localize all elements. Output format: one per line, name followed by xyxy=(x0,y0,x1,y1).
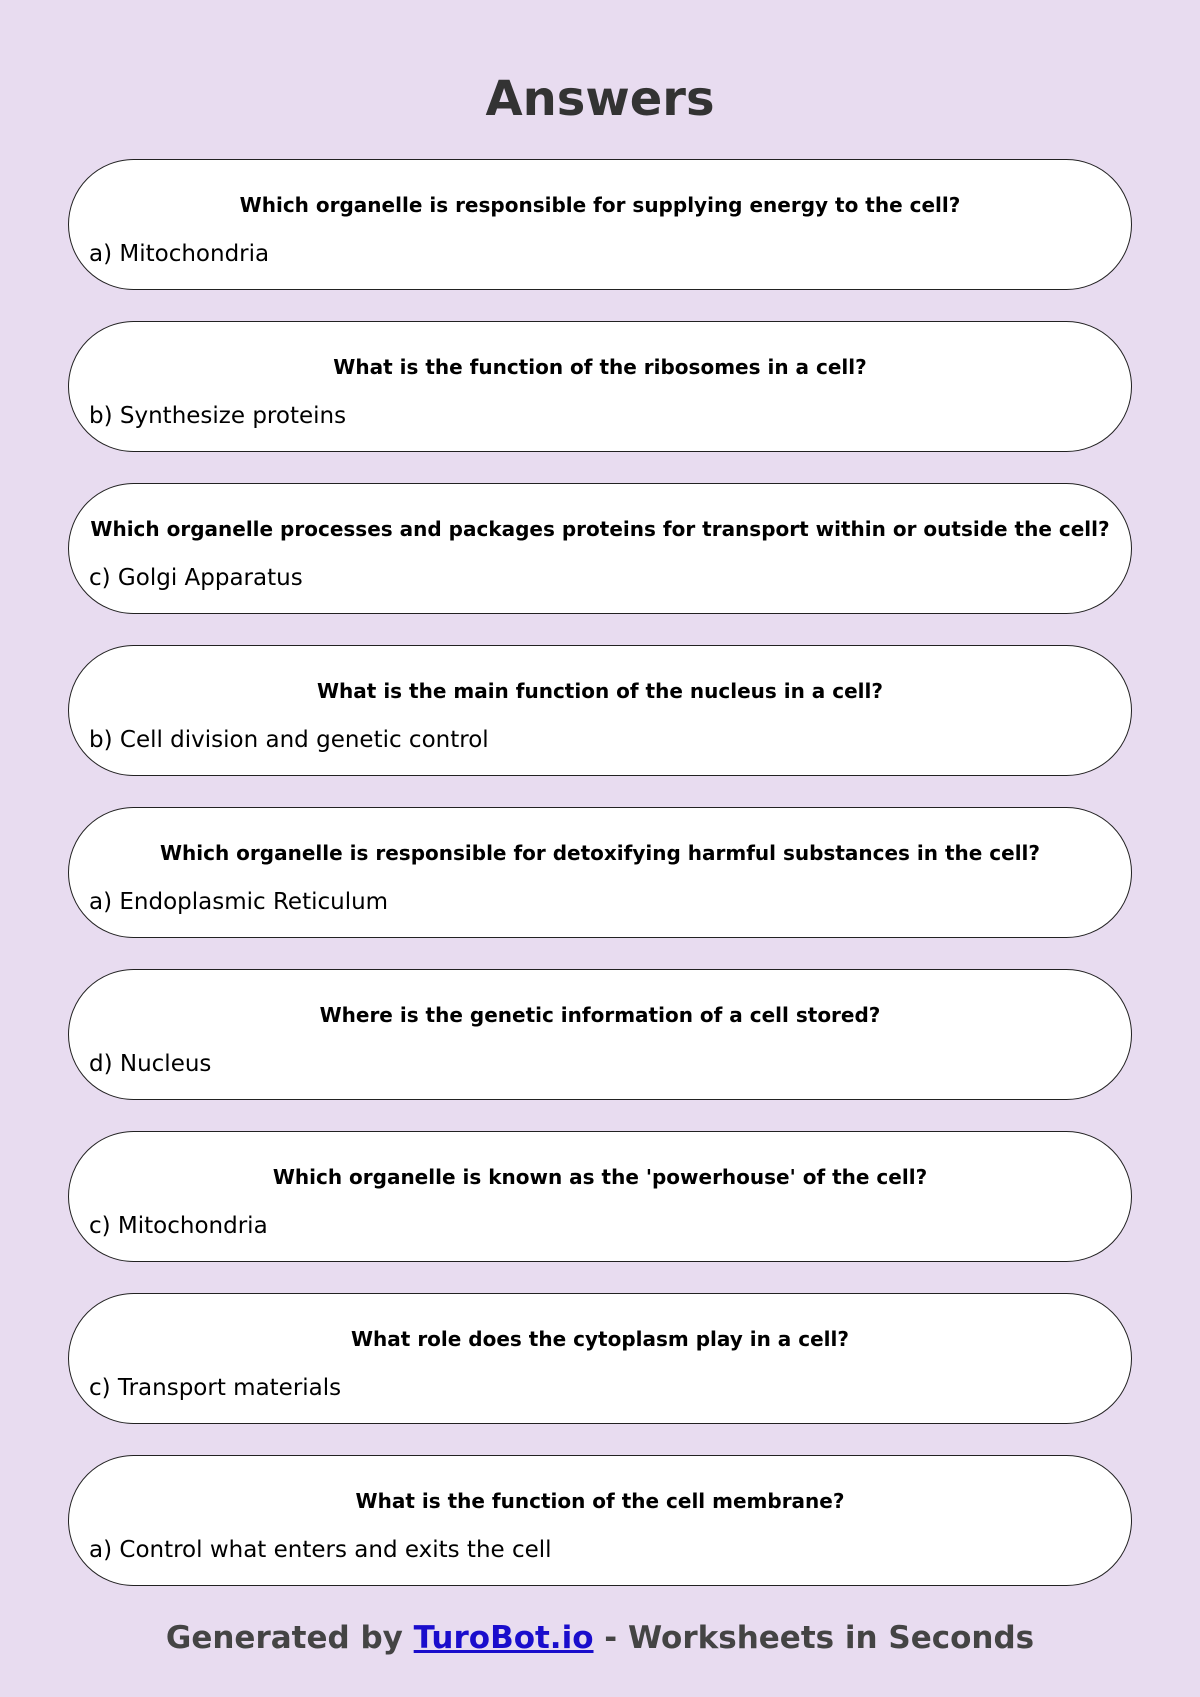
question-text: What is the main function of the nucleus in a cell? xyxy=(317,679,883,703)
answer-text: c) Golgi Apparatus xyxy=(89,565,303,591)
answer-card xyxy=(68,1455,1132,1586)
answer-card xyxy=(68,645,1132,776)
answer-card xyxy=(68,483,1132,614)
question-text: Which organelle processes and packages proteins for transport within or outside the cell? xyxy=(90,517,1110,541)
answer-card xyxy=(68,321,1132,452)
question-text: Where is the genetic information of a cell stored? xyxy=(319,1003,881,1027)
answer-text: b) Synthesize proteins xyxy=(89,403,347,429)
page-title: Answers xyxy=(485,71,715,127)
answer-text: c) Mitochondria xyxy=(89,1213,268,1239)
answer-text: a) Control what enters and exits the cell xyxy=(89,1537,552,1563)
answer-card xyxy=(68,1131,1132,1262)
answer-list xyxy=(68,159,1132,1617)
question-text: Which organelle is known as the 'powerhouse' of the cell? xyxy=(272,1165,928,1189)
footer xyxy=(0,1618,1200,1658)
answer-text: a) Mitochondria xyxy=(89,241,270,267)
footer-suffix: - Worksheets in Seconds xyxy=(593,1620,1035,1656)
answer-card xyxy=(68,969,1132,1100)
answer-card xyxy=(68,807,1132,938)
answer-card xyxy=(68,159,1132,290)
footer-prefix: Generated by xyxy=(165,1620,414,1656)
question-text: What is the function of the cell membrane? xyxy=(355,1489,845,1513)
answer-text: a) Endoplasmic Reticulum xyxy=(89,889,389,915)
question-text: Which organelle is responsible for supplying energy to the cell? xyxy=(239,193,961,217)
question-text: What role does the cytoplasm play in a cell? xyxy=(351,1327,849,1351)
question-text: Which organelle is responsible for detoxifying harmful substances in the cell? xyxy=(159,841,1041,865)
answer-text: d) Nucleus xyxy=(89,1051,212,1077)
answer-card xyxy=(68,1293,1132,1424)
question-text: What is the function of the ribosomes in a cell? xyxy=(333,355,867,379)
answer-text: b) Cell division and genetic control xyxy=(89,727,489,753)
answer-text: c) Transport materials xyxy=(89,1375,342,1401)
turobot-link[interactable]: TuroBot.io xyxy=(413,1620,594,1656)
